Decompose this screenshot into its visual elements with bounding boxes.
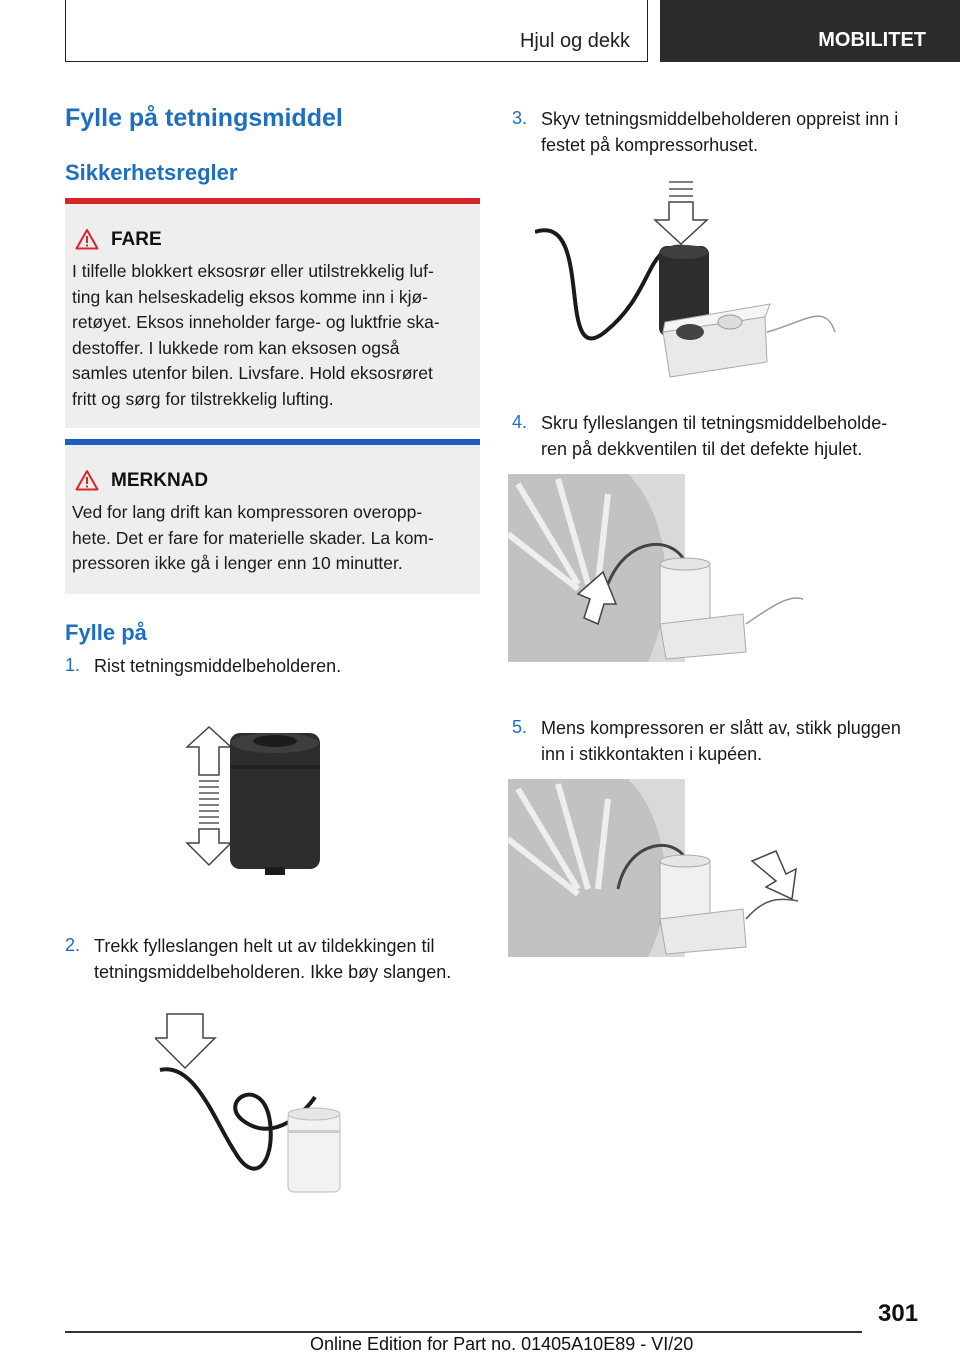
step-number: 1. (65, 655, 81, 675)
header-chapter-tab (660, 0, 960, 62)
step-line: Skru fylleslangen til tetningsmiddelbeholde- (541, 413, 888, 433)
notice-box (65, 439, 480, 594)
step-number: 5. (512, 717, 528, 737)
safety-heading: Sikkerhetsregler (65, 160, 238, 185)
insert-canister-illustration (535, 172, 845, 390)
danger-text (72, 259, 472, 412)
warning-triangle-icon (75, 228, 99, 250)
shake-canister-illustration (165, 725, 325, 885)
connect-hose-wheel-illustration (508, 474, 808, 662)
step-text (541, 410, 887, 462)
danger-line: retøyet. Eksos inneholder farge- og luktfrie ska- (72, 312, 440, 332)
hose-extended-illustration (155, 1012, 355, 1202)
step-line: Mens kompressoren er slått av, stikk pluggen (541, 718, 901, 738)
step-number: 3. (512, 108, 528, 128)
step-line: Trekk fylleslangen helt ut av tildekkingen til (94, 936, 435, 956)
danger-label: FARE (111, 229, 162, 250)
step-text (94, 653, 341, 679)
step-line: inn i stikkontakten i kupéen. (541, 744, 763, 764)
notice-line: Ved for lang drift kan kompressoren overopp- (72, 502, 423, 522)
step-line: Skyv tetningsmiddelbeholderen oppreist inn i (541, 109, 899, 129)
notice-line: pressoren ikke gå i lenger enn 10 minutter. (72, 553, 403, 573)
danger-line: ting kan helseskadelig eksos komme inn i kjø- (72, 286, 428, 307)
step-line: ren på dekkventilen til det defekte hjulet. (541, 439, 863, 459)
footer-divider (65, 1331, 862, 1333)
danger-line: fritt og sørg for tilstrekkelig lufting. (72, 388, 334, 409)
plug-in-compressor-illustration (508, 779, 808, 957)
step-text (541, 715, 901, 767)
danger-line: destoffer. I lukkede rom kan eksosen også (72, 337, 400, 358)
chapter-label: MOBILITET (818, 28, 926, 51)
header-section-title: Hjul og dekk (519, 30, 630, 52)
step-line: tetningsmiddelbeholderen. Ikke bøy slangen. (94, 962, 452, 982)
page-number: 301 (878, 1300, 919, 1327)
step-text (541, 106, 898, 158)
danger-line: samles utenfor bilen. Livsfare. Hold eksosrøret (72, 363, 433, 383)
step-line: Rist tetningsmiddelbeholderen. (94, 656, 342, 676)
step-number: 2. (65, 935, 81, 955)
footer-edition: Online Edition for Part no. 01405A10E89 - VI/20 (310, 1334, 694, 1354)
notice-label: MERKNAD (111, 470, 209, 491)
danger-box (65, 198, 480, 428)
page-title: Fylle på tetningsmiddel (65, 104, 343, 132)
fill-heading: Fylle på (65, 620, 147, 645)
step-text (94, 933, 451, 985)
step-number: 4. (512, 412, 528, 432)
danger-line: I tilfelle blokkert eksosrør eller utilstrekkelig luf- (72, 261, 434, 281)
warning-triangle-icon (75, 469, 99, 491)
notice-line: hete. Det er fare for materielle skader. La kom- (72, 527, 434, 548)
notice-text (72, 500, 472, 577)
step-line: festet på kompressorhuset. (541, 135, 759, 155)
